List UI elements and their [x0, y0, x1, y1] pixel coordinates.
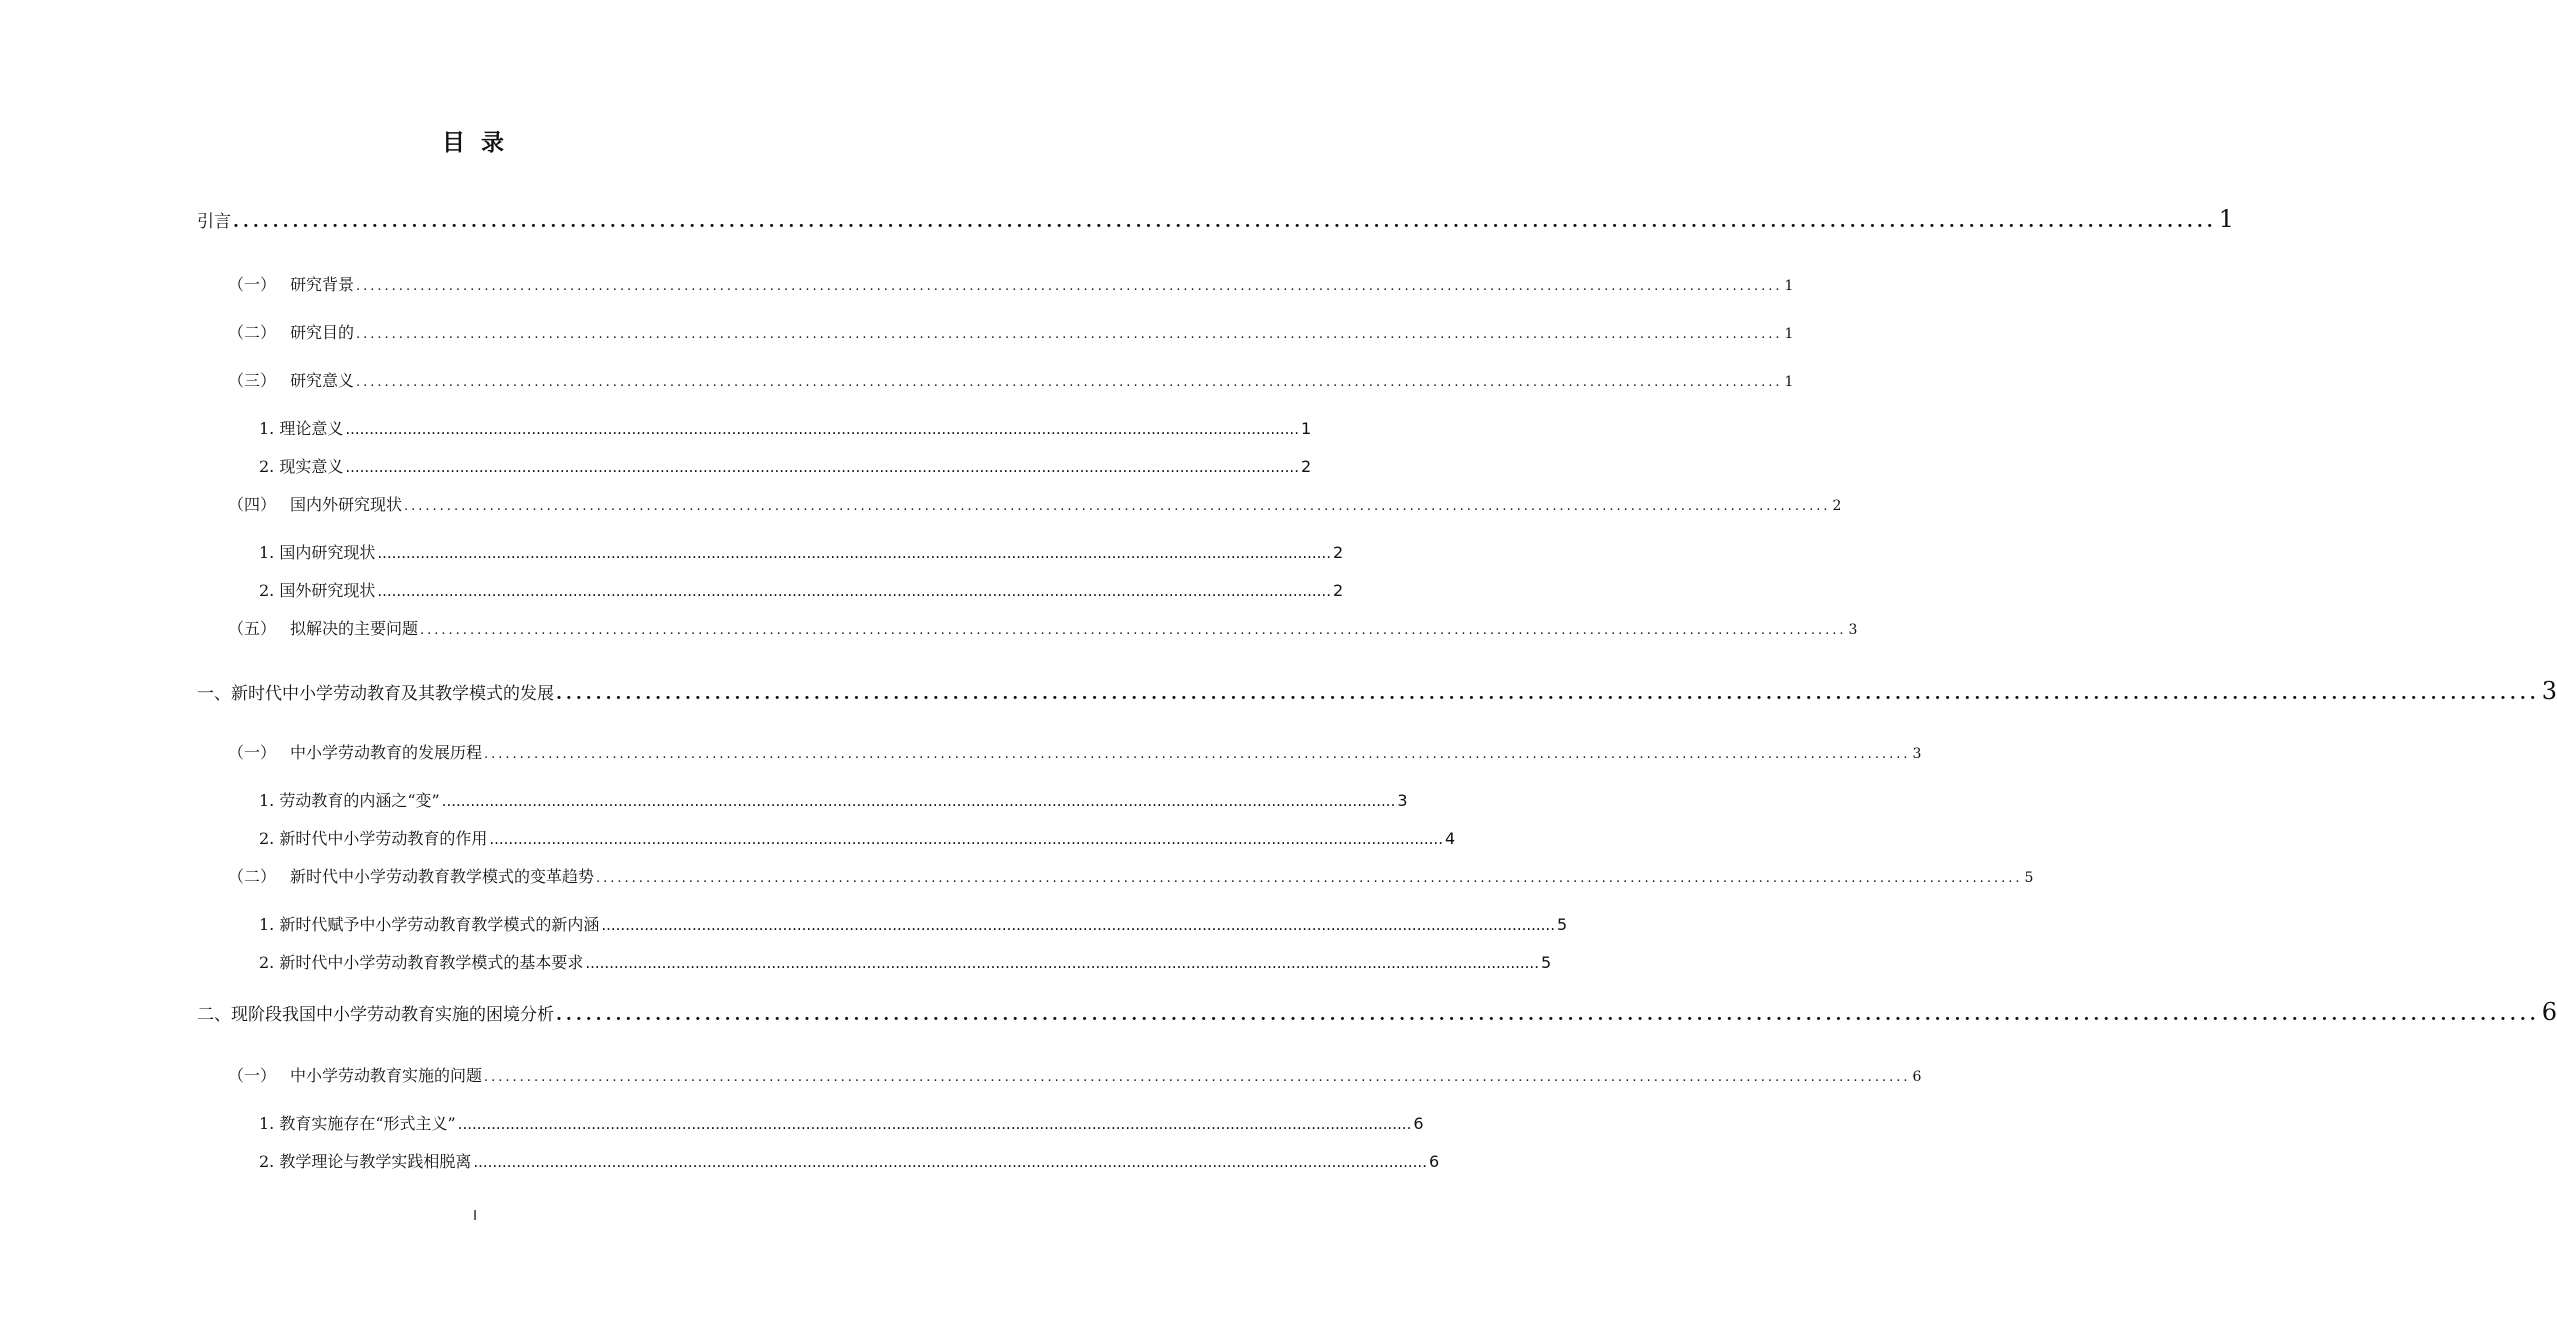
toc-entry-page: 3 — [1848, 622, 1858, 638]
page-title: 目 录 — [441, 130, 508, 156]
toc-entry[interactable] — [228, 1063, 1922, 1086]
toc-dot-leader: ........................................................................................................................................................................................................ — [420, 623, 1847, 638]
toc-dot-leader: ........................................................................................................................................................................................................ — [356, 327, 1783, 342]
toc-entry[interactable] — [228, 320, 1794, 343]
toc-dot-leader: ........................................................................................................................................................................................................ — [556, 1005, 2540, 1025]
toc-entry-title: 研究目的 — [290, 323, 355, 342]
toc-entry[interactable] — [259, 454, 1312, 477]
toc-entry-number: （四） — [228, 495, 277, 514]
toc-entry-page: 3 — [2541, 677, 2557, 705]
toc-entry[interactable] — [228, 740, 1922, 763]
toc-entry-title: 研究意义 — [290, 371, 355, 390]
toc-entry-page: 1 — [1300, 419, 1312, 438]
toc-entry-title: 引言 — [197, 212, 231, 232]
toc-dot-leader: ........................................................................................................................................................................................................ — [484, 1070, 1911, 1085]
toc-entry[interactable] — [259, 1149, 1440, 1172]
toc-entry-title: 国内外研究现状 — [290, 495, 403, 514]
toc-entry[interactable] — [259, 912, 1568, 935]
toc-entry-title: 2. 国外研究现状 — [259, 581, 376, 600]
toc-entry-page: 2 — [1832, 498, 1842, 514]
toc-dot-leader: ........................................................................................................................................................................................................ — [356, 279, 1783, 294]
toc-entry-title: 1. 教育实施存在“形式主义” — [259, 1114, 456, 1133]
toc-entry-page: 2 — [1300, 457, 1312, 476]
page-number: I — [473, 1209, 477, 1224]
toc-entry[interactable] — [197, 205, 2234, 233]
toc-entry-number: （三） — [228, 371, 277, 390]
toc-entry-title: 2. 现实意义 — [259, 457, 344, 476]
toc-entry[interactable] — [228, 864, 2034, 887]
toc-entry[interactable] — [228, 492, 1842, 515]
toc-entry-title: 拟解决的主要问题 — [290, 619, 419, 638]
toc-entry-page: 1 — [1784, 278, 1794, 294]
toc-entry-title: 1. 劳动教育的内涵之“变” — [259, 791, 440, 810]
toc-entry-number: （二） — [228, 867, 277, 886]
toc-entry-number: （一） — [228, 275, 277, 294]
toc-entry-title: 1. 国内研究现状 — [259, 543, 376, 562]
toc-entry-title: 2. 教学理论与教学实践相脱离 — [259, 1152, 472, 1171]
toc-entry-title: 1. 理论意义 — [259, 419, 344, 438]
toc-dot-leader: ........................................................................................................................................................................................................ — [596, 871, 2023, 886]
toc-entry-number: （五） — [228, 619, 277, 638]
toc-entry-title: 1. 新时代赋予中小学劳动教育教学模式的新内涵 — [259, 915, 600, 934]
toc-entry-page: 6 — [1428, 1152, 1440, 1171]
toc-entry-page: 1 — [1784, 326, 1794, 342]
toc-entry-page: 4 — [1444, 829, 1456, 848]
toc-entry[interactable] — [259, 416, 1312, 439]
toc-entry[interactable] — [228, 272, 1794, 295]
toc-dot-leader: ........................................................................................................................................................................................................ — [345, 458, 1299, 476]
toc-entry-page: 6 — [2541, 998, 2557, 1026]
toc-entry-page: 6 — [1912, 1069, 1922, 1085]
toc-entry-title: 二、现阶段我国中小学劳动教育实施的困境分析 — [197, 1005, 554, 1025]
toc-entry[interactable] — [197, 998, 2557, 1026]
toc-dot-leader: ........................................................................................................................................................................................................ — [356, 375, 1783, 390]
toc-entry-number: （二） — [228, 323, 277, 342]
toc-entry-page: 2 — [1332, 581, 1344, 600]
toc-dot-leader: ........................................................................................................................................................................................................ — [377, 544, 1331, 562]
toc-dot-leader: ........................................................................................................................................................................................................ — [601, 916, 1555, 934]
toc-entry-page: 1 — [1784, 374, 1794, 390]
toc-entry-title: 中小学劳动教育实施的问题 — [290, 1066, 483, 1085]
toc-entry-title: 中小学劳动教育的发展历程 — [290, 743, 483, 762]
toc-entry-title: 新时代中小学劳动教育教学模式的变革趋势 — [290, 867, 595, 886]
toc-entry[interactable] — [228, 616, 1858, 639]
toc-dot-leader: ........................................................................................................................................................................................................ — [489, 830, 1443, 848]
toc-entry-page: 6 — [1413, 1114, 1424, 1133]
toc-entry-number: （一） — [228, 743, 277, 762]
toc-entry[interactable] — [259, 826, 1456, 849]
toc-entry-page: 5 — [1556, 915, 1568, 934]
toc-dot-leader: ........................................................................................................................................................................................................ — [473, 1153, 1427, 1171]
toc-dot-leader: ........................................................................................................................................................................................................ — [404, 499, 1831, 514]
toc-entry[interactable] — [259, 1111, 1424, 1134]
toc-entry-page: 3 — [1912, 746, 1922, 762]
toc-entry-page: 2 — [1332, 543, 1344, 562]
toc-entry-page: 3 — [1397, 791, 1408, 810]
toc-dot-leader: ........................................................................................................................................................................................................ — [441, 792, 1396, 810]
toc-entry-title: 2. 新时代中小学劳动教育的作用 — [259, 829, 488, 848]
toc-entry-number: （一） — [228, 1066, 277, 1085]
toc-entry-title: 研究背景 — [290, 275, 355, 294]
toc-entry[interactable] — [197, 677, 2557, 705]
toc-dot-leader: ........................................................................................................................................................................................................ — [345, 420, 1299, 438]
toc-entry[interactable] — [259, 578, 1344, 601]
toc-entry-page: 1 — [2218, 205, 2234, 233]
toc-entry-page: 5 — [1540, 953, 1552, 972]
toc-entry[interactable] — [259, 788, 1408, 811]
toc-dot-leader: ........................................................................................................................................................................................................ — [377, 582, 1331, 600]
toc-dot-leader: ........................................................................................................................................................................................................ — [585, 954, 1539, 972]
toc-dot-leader: ........................................................................................................................................................................................................ — [233, 212, 2217, 232]
toc-entry-title: 一、新时代中小学劳动教育及其教学模式的发展 — [197, 684, 554, 704]
toc-dot-leader: ........................................................................................................................................................................................................ — [556, 684, 2540, 704]
toc-entry-page: 5 — [2024, 870, 2034, 886]
toc-entry[interactable] — [259, 540, 1344, 563]
toc-entry[interactable] — [228, 368, 1794, 391]
toc-dot-leader: ........................................................................................................................................................................................................ — [457, 1115, 1412, 1133]
toc-dot-leader: ........................................................................................................................................................................................................ — [484, 747, 1911, 762]
toc-entry[interactable] — [259, 950, 1552, 973]
toc-entry-title: 2. 新时代中小学劳动教育教学模式的基本要求 — [259, 953, 584, 972]
